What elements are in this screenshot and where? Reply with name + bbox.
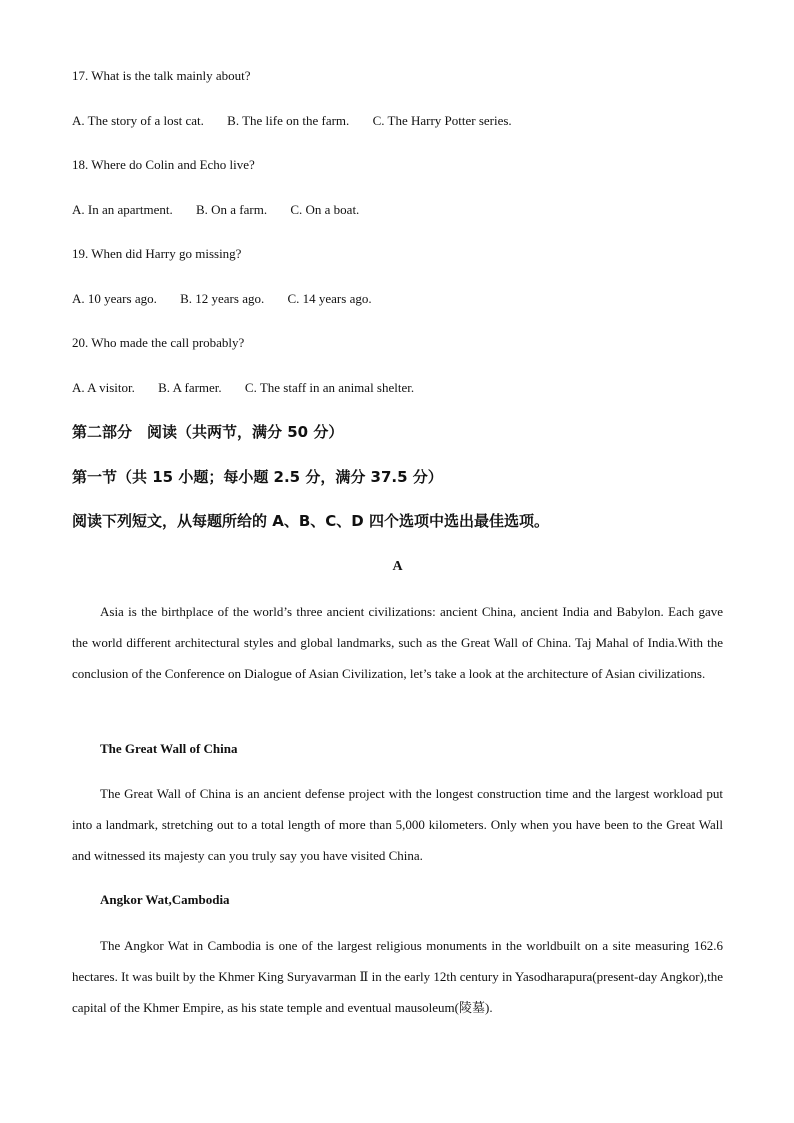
passage-label: A xyxy=(392,559,403,574)
option-b: B. The life on the farm. xyxy=(227,113,350,128)
section-text-angkor-wat: The Angkor Wat in Cambodia is one of the largest religious monuments in the worldbuilt on a site measuring 162.6 hectares. It was built by the Khmer King Suryavarman Ⅱ in the early 12th century in Yasodharapura(present-day Angkor),the capital of the Khmer Empire, as his state temple and eventual mausoleum(陵墓). xyxy=(72,938,723,1015)
question-17-stem: 17. What is the talk mainly about? xyxy=(72,68,251,83)
option-c: C. The Harry Potter series. xyxy=(372,113,512,128)
option-a: A. 10 years ago. xyxy=(72,291,157,306)
section-heading-angkor-wat: Angkor Wat,Cambodia xyxy=(100,892,230,907)
section-subtitle: 第一节（共 15 小题；每小题 2.5 分，满分 37.5 分） xyxy=(72,468,443,486)
option-c: C. On a boat. xyxy=(290,202,360,217)
option-a: A. A visitor. xyxy=(72,380,135,395)
question-20-stem: 20. Who made the call probably? xyxy=(72,335,245,350)
question-18-options xyxy=(72,202,379,218)
option-b: B. On a farm. xyxy=(195,202,268,217)
question-19-stem: 19. When did Harry go missing? xyxy=(72,246,242,261)
option-b: B. 12 years ago. xyxy=(180,291,265,306)
question-18-stem: 18. Where do Colin and Echo live? xyxy=(72,157,255,172)
option-a: A. The story of a lost cat. xyxy=(72,113,204,128)
passage-intro: Asia is the birthplace of the world’s three ancient civilizations: ancient China, ancient India and Babylon. Each gave the world different architectural styles and global landmarks, such as the Great Wall of China. Taj Mahal of India.With the conclusion of the Conference on Dialogue of Asian Civilization, let’s take a look at the architecture of Asian civilizations. xyxy=(72,604,723,681)
section-instruction: 阅读下列短文，从每题所给的 A、B、C、D 四个选项中选出最佳选项。 xyxy=(72,512,549,530)
section-heading-great-wall: The Great Wall of China xyxy=(100,741,238,756)
question-19-options xyxy=(72,291,392,307)
section-text-great-wall: The Great Wall of China is an ancient defense project with the longest construction time and the largest workload put into a landmark, stretching out to a total length of more than 5,000 kilometers. Only when you have been to the Great Wall and witnessed its majesty can you truly say you have visited China. xyxy=(72,786,723,863)
part-title: 第二部分 阅读（共两节，满分 50 分） xyxy=(72,423,344,441)
question-20-options xyxy=(72,380,434,396)
option-a: A. In an apartment. xyxy=(72,202,173,217)
question-17-options xyxy=(72,113,532,129)
option-c: C. The staff in an animal shelter. xyxy=(244,380,415,395)
option-c: C. 14 years ago. xyxy=(287,291,372,306)
option-b: B. A farmer. xyxy=(158,380,222,395)
document-page xyxy=(72,0,723,1123)
